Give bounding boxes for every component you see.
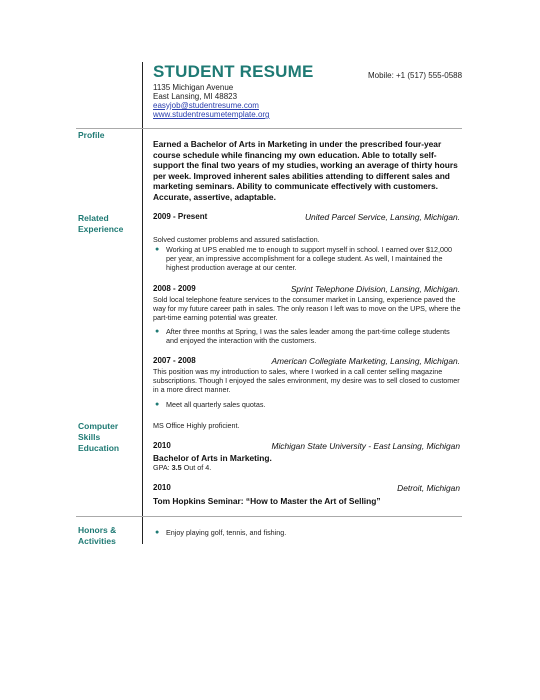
page-title: STUDENT RESUME bbox=[153, 62, 314, 81]
vertical-divider bbox=[142, 62, 143, 544]
job-dates: 2009 - Present bbox=[153, 212, 208, 221]
website-link[interactable]: www.studentresumetemplate.org bbox=[153, 110, 270, 119]
section-honors-label-1: Honors & bbox=[78, 525, 117, 535]
job-dates: 2008 - 2009 bbox=[153, 284, 196, 293]
job-bullet: After three months at Spring, I was the sales leader among the part-time college students and enjoyed the interaction with the customers. bbox=[166, 327, 450, 345]
gpa-rest: Out of 4. bbox=[181, 463, 212, 472]
bullet-icon: ● bbox=[155, 246, 160, 253]
education-year: 2010 bbox=[153, 483, 171, 492]
bullet-icon: ● bbox=[155, 401, 160, 408]
section-experience-label-1: Related bbox=[78, 213, 109, 223]
job-bullet: Meet all quarterly sales quotas. bbox=[166, 400, 266, 409]
section-experience-label-2: Experience bbox=[78, 224, 124, 234]
job-description: Sold local telephone feature services to the consumer market in Lansing, experience paved the way for my future career path in sales. The only reason I left was to move on the UPS, where the part-time earning potential was greater. bbox=[153, 295, 461, 322]
address-line-2: East Lansing, MI 48823 bbox=[153, 92, 238, 101]
education-year: 2010 bbox=[153, 441, 171, 450]
job-dates: 2007 - 2008 bbox=[153, 356, 196, 365]
education-place: Michigan State University - East Lansing, Michigan bbox=[271, 441, 460, 451]
job-org: United Parcel Service, Lansing, Michigan. bbox=[304, 212, 460, 222]
section-computer-label-1: Computer bbox=[78, 421, 119, 431]
job-bullet: Working at UPS enabled me to enough to support myself in school. I earned over $12,000 per year, an impressive accomplishment for a college student. As well, I maintained the highest production average at our center. bbox=[166, 245, 452, 272]
gpa-value: 3.5 bbox=[171, 463, 182, 472]
section-divider bbox=[76, 516, 462, 517]
computer-skills-text: MS Office Highly proficient. bbox=[153, 421, 240, 430]
education-place: Detroit, Michigan bbox=[397, 483, 460, 493]
honors-text: Enjoy playing golf, tennis, and fishing. bbox=[166, 528, 287, 537]
job-description: This position was my introduction to sales, where I worked in a call center selling magazine subscriptions. Though I enjoyed the sales environment, my desire was to sell closed to customer in a more direct manner. bbox=[153, 367, 460, 394]
education-degree: Bachelor of Arts in Marketing. bbox=[153, 453, 272, 463]
job-org: Sprint Telephone Division, Lansing, Michigan. bbox=[290, 284, 460, 294]
section-computer-label-2: Skills bbox=[78, 432, 101, 442]
gpa-label: GPA: bbox=[153, 463, 172, 472]
section-divider bbox=[76, 128, 462, 129]
bullet-icon: ● bbox=[155, 529, 160, 536]
job-org: American Collegiate Marketing, Lansing, Michigan. bbox=[271, 356, 460, 366]
profile-text: Earned a Bachelor of Arts in Marketing in under the prescribed four-year course schedule while financing my own education. Able to totally self-support the final two years of my studies, working an average of thirty hours per week. Improved inherent sales abilities attending to different sales and marketing seminars. Ability to communicate effectively with customers. Accurate, assertive, adaptable. bbox=[153, 139, 458, 202]
email-link[interactable]: easyjob@studentresume.com bbox=[153, 101, 259, 110]
mobile-number: Mobile: +1 (517) 555-0588 bbox=[368, 71, 463, 80]
address-line-1: 1135 Michigan Avenue bbox=[153, 83, 234, 92]
bullet-icon: ● bbox=[155, 328, 160, 335]
education-degree: Tom Hopkins Seminar: “How to Master the Art of Selling” bbox=[153, 496, 381, 506]
section-education-label: Education bbox=[78, 443, 120, 453]
job-description: Solved customer problems and assured satisfaction. bbox=[153, 235, 320, 244]
section-honors-label-2: Activities bbox=[78, 536, 116, 546]
education-gpa bbox=[153, 464, 463, 473]
section-profile-label: Profile bbox=[78, 130, 105, 140]
